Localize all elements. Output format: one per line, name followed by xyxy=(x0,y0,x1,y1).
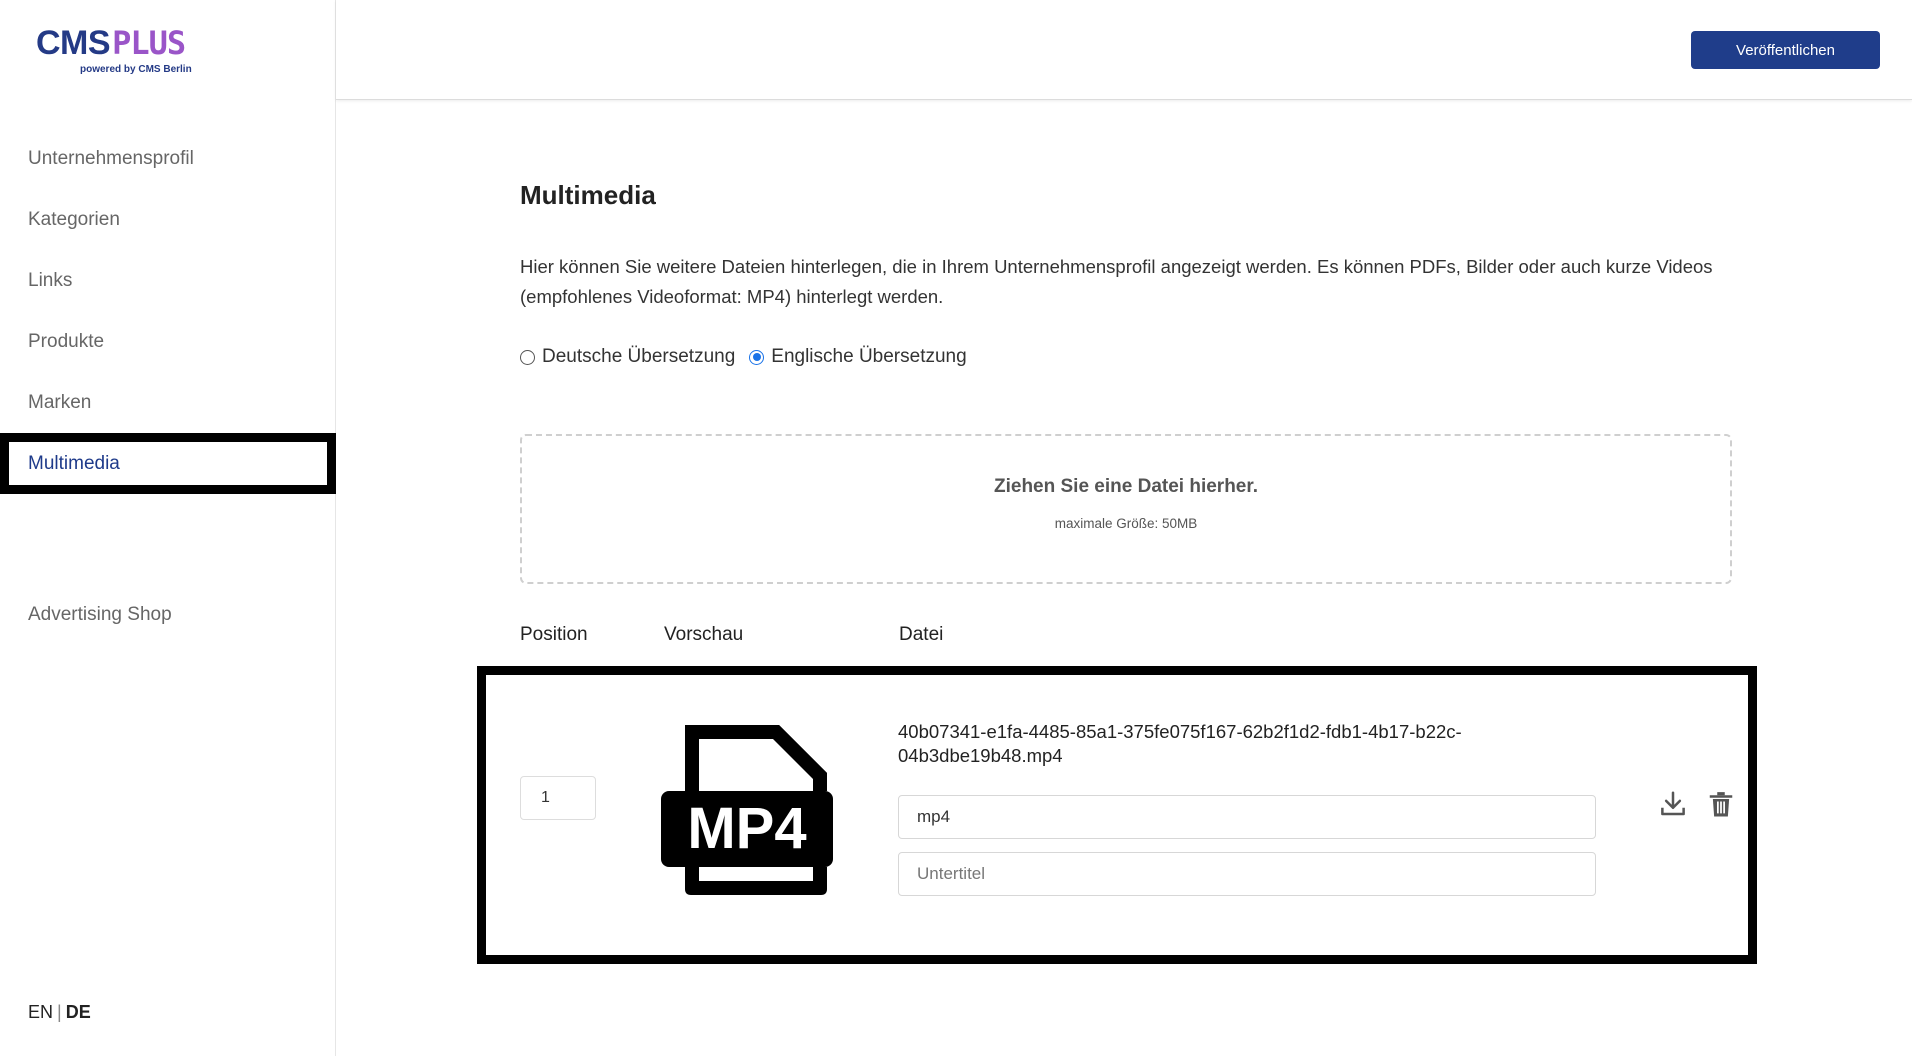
page-description: Hier können Sie weitere Dateien hinterlegen, die in Ihrem Unternehmensprofil angezeigt werden. Es können PDFs, Bilder oder auch kurze Videos (empfohlenes Videoformat: MP4) hinterlegt werden. xyxy=(520,256,1713,307)
table-row xyxy=(477,666,1757,964)
logo-plus-text: PLUS xyxy=(112,24,186,62)
radio-englische-uebersetzung[interactable] xyxy=(749,346,966,368)
sidebar-item-kategorien[interactable]: Kategorien xyxy=(28,209,120,230)
radio-unchecked-icon xyxy=(520,350,535,365)
dropzone-title: Ziehen Sie eine Datei hierher. xyxy=(994,476,1258,497)
trash-icon[interactable] xyxy=(1706,789,1736,819)
radio-label: Englische Übersetzung xyxy=(771,346,967,367)
logo-cms-text: CMS xyxy=(36,24,111,62)
sidebar-item-marken[interactable]: Marken xyxy=(28,392,92,413)
column-header-datei: Datei xyxy=(899,624,944,645)
publish-button[interactable]: Veröffentlichen xyxy=(1691,31,1880,69)
mp4-file-icon xyxy=(661,721,833,897)
cms-plus-logo[interactable] xyxy=(36,26,216,86)
title-input[interactable] xyxy=(898,795,1596,839)
translation-radio-group xyxy=(520,346,981,368)
position-input[interactable] xyxy=(520,776,596,820)
sidebar-item-produkte[interactable]: Produkte xyxy=(28,331,105,352)
language-switcher xyxy=(28,1002,91,1023)
column-header-vorschau: Vorschau xyxy=(664,624,744,645)
sidebar-item-unternehmensprofil[interactable]: Unternehmensprofil xyxy=(28,148,194,169)
sidebar-item-advertising-shop[interactable]: Advertising Shop xyxy=(28,604,172,625)
dropzone-max-size: maximale Größe: 50MB xyxy=(1054,516,1198,531)
radio-checked-icon xyxy=(749,350,764,365)
sidebar-item-multimedia[interactable]: Multimedia xyxy=(0,433,336,494)
sidebar-nav xyxy=(0,128,336,494)
sidebar xyxy=(0,0,336,1056)
language-en-link[interactable]: EN xyxy=(28,1002,54,1022)
file-dropzone[interactable] xyxy=(520,434,1732,584)
subtitle-input[interactable] xyxy=(898,852,1596,896)
language-de-link[interactable]: DE xyxy=(65,1002,91,1022)
radio-deutsche-uebersetzung[interactable] xyxy=(520,346,735,368)
file-name: 40b07341-e1fa-4485-85a1-375fe075f167-62b2f1d2-fdb1-4b17-b22c-04b3dbe19b48.mp4 xyxy=(898,721,1462,766)
logo-tagline: powered by CMS Berlin xyxy=(80,64,192,75)
radio-label: Deutsche Übersetzung xyxy=(542,346,736,367)
page-title: Multimedia xyxy=(520,180,656,210)
download-icon[interactable] xyxy=(1658,789,1688,819)
sidebar-item-links[interactable]: Links xyxy=(28,270,73,291)
language-separator: | xyxy=(57,1002,62,1022)
column-header-position: Position xyxy=(520,624,588,645)
mp4-label: MP4 xyxy=(687,796,807,861)
top-bar xyxy=(336,0,1912,100)
